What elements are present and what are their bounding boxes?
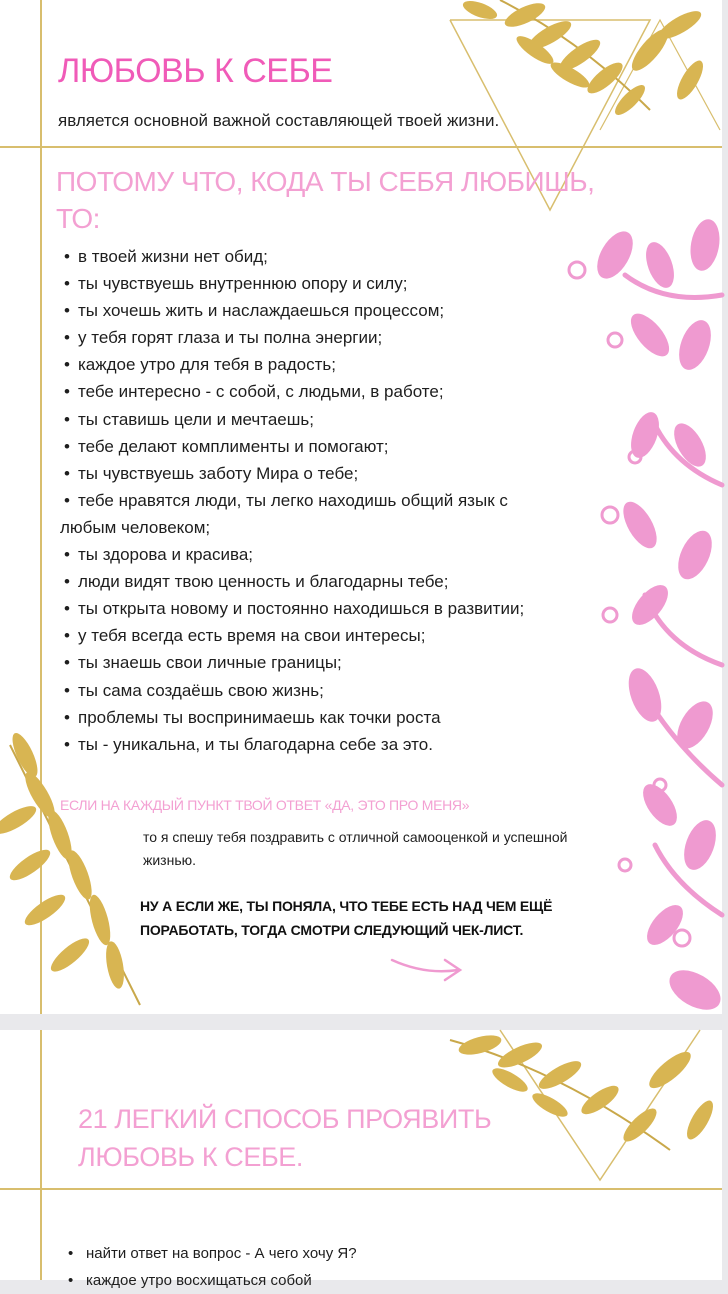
list-item: • у тебя горят глаза и ты полна энергии;: [64, 328, 383, 348]
gold-vertical-line: [40, 1030, 42, 1280]
list-item: • тебе интересно - с собой, с людьми, в работе;: [64, 382, 444, 402]
list-item: • ты хочешь жить и наслаждаешься процессом;: [64, 301, 445, 321]
list-item: • каждое утро для тебя в радость;: [64, 355, 336, 375]
list-item: • ты ставишь цели и мечтаешь;: [64, 409, 314, 429]
page2-title: 21 ЛЕГКИЙ СПОСОБ ПРОЯВИТЬ ЛЮБОВЬ К СЕБЕ.: [78, 1104, 492, 1172]
if-line: ЕСЛИ НА КАЖДЫЙ ПУНКТ ТВОЙ ОТВЕТ «ДА, ЭТО ПРО МЕНЯ»: [60, 797, 470, 813]
list-item: • тебе делают комплименты и помогают;: [64, 436, 389, 456]
section-heading: ПОТОМУ ЧТО, КОДА ТЫ СЕБЯ ЛЮБИШЬ, ТО:: [56, 166, 595, 234]
next-checklist-text: НУ А ЕСЛИ ЖЕ, ТЫ ПОНЯЛА, ЧТО ТЕБЕ ЕСТЬ НАД ЧЕМ ЕЩЁ ПОРАБОТАТЬ, ТОГДА СМОТРИ СЛЕДУЮЩИЙ ЧЕК-ЛИСТ.: [140, 898, 553, 938]
page-subtitle: является основной важной составляющей твоей жизни.: [58, 111, 500, 130]
list-item: • у тебя всегда есть время на свои интересы;: [64, 626, 426, 646]
list-item: • ты чувствуешь внутреннюю опору и силу;: [64, 274, 408, 294]
list-item: • ты открыта новому и постоянно находишься в развитии;: [64, 599, 525, 619]
congrats-text: то я спешу тебя поздравить с отличной самооценкой и успешной жизнью.: [143, 829, 568, 868]
list-item: • найти ответ на вопрос - А чего хочу Я?: [68, 1245, 357, 1262]
list-item: • ты знаешь свои личные границы;: [64, 653, 342, 673]
page-title: ЛЮБОВЬ К СЕБЕ: [58, 52, 333, 90]
list-item: • люди видят твою ценность и благодарны тебе;: [64, 572, 449, 592]
benefits-list: [62, 243, 622, 758]
list-item: • тебе нравятся люди, ты легко находишь общий язык с: [64, 490, 508, 510]
list-item-continuation: любым человеком;: [60, 517, 211, 537]
page-2: [0, 1030, 722, 1289]
list-item: • ты - уникальна, и ты благодарна себе за это.: [64, 734, 433, 754]
ways-list: [68, 1240, 357, 1294]
gold-leaves-left-icon: [0, 725, 150, 1015]
list-item: • ты чувствуешь заботу Мира о тебе;: [64, 463, 359, 483]
arrow-right-icon: [390, 950, 465, 985]
list-item: • ты сама создаёшь свою жизнь;: [64, 680, 324, 700]
list-item: • проблемы ты воспринимаешь как точки роста: [64, 707, 441, 727]
list-item: • в твоей жизни нет обид;: [64, 247, 268, 266]
list-item: • ты здорова и красива;: [64, 545, 254, 565]
list-item: • каждое утро восхищаться собой: [68, 1272, 312, 1289]
